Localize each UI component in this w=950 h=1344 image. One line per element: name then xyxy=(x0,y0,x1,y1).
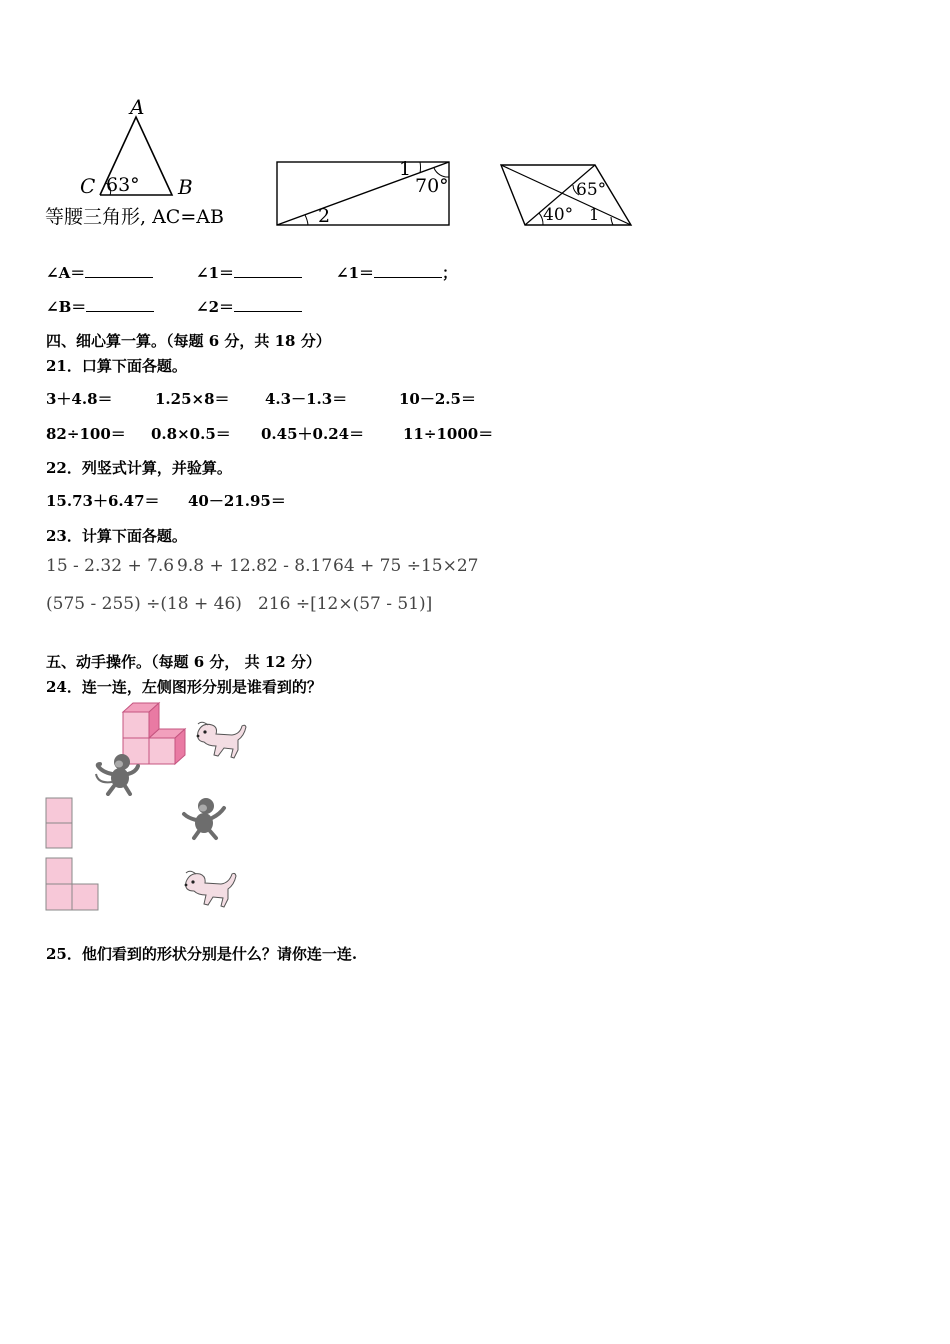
q23-expression: 216 ÷[12×(57 - 51)] xyxy=(258,594,433,614)
rect-angle-2-label: 2 xyxy=(318,205,331,227)
answer-angle-b xyxy=(46,296,154,317)
view-shape-vertical xyxy=(45,797,75,851)
q25-title: 25．他们看到的形状分别是什么？请你连一连. xyxy=(46,945,358,963)
answer-angle-1-rect xyxy=(196,262,302,283)
answer-angle-1-para-label: ∠1＝ xyxy=(336,264,375,282)
view-shape-l xyxy=(45,857,101,913)
dog-icon xyxy=(188,716,250,764)
answer-angle-1-para-blank[interactable] xyxy=(374,263,442,278)
answer-angle-b-label: ∠B＝ xyxy=(46,298,87,316)
q21-item: 0.8×0.5＝ xyxy=(151,425,231,443)
vertex-c-label: C xyxy=(80,174,96,198)
q21-item: 3＋4.8＝ xyxy=(46,390,113,408)
vertex-b-label: B xyxy=(178,175,193,199)
q21-item: 0.45＋0.24＝ xyxy=(261,425,365,443)
answer-angle-1-para xyxy=(336,262,457,283)
answer-angle-a xyxy=(46,262,153,283)
answer-row1-semicolon: ； xyxy=(442,264,458,282)
q21-item: 10－2.5＝ xyxy=(399,390,476,408)
q24-title: 24．连一连，左侧图形分别是谁看到的？ xyxy=(46,678,322,696)
monkey-icon xyxy=(92,752,142,796)
q22-title: 22．列竖式计算，并验算。 xyxy=(46,459,232,477)
rect-angle-70-label: 70° xyxy=(415,175,449,197)
answer-angle-b-blank[interactable] xyxy=(86,297,154,312)
q22-item: 15.73＋6.47＝ xyxy=(46,492,160,510)
answer-angle-1-rect-blank[interactable] xyxy=(234,263,302,278)
q21-item: 1.25×8＝ xyxy=(155,390,230,408)
monkey-icon xyxy=(180,796,230,842)
section-5-title: 五、动手操作。（每题 6 分， 共 12 分） xyxy=(46,653,321,671)
para-angle-40-label: 40° xyxy=(543,205,574,225)
q22-item: 40－21.95＝ xyxy=(188,492,286,510)
q21-item: 11÷1000＝ xyxy=(403,425,494,443)
section-4-title: 四、细心算一算。（每题 6 分，共 18 分） xyxy=(46,332,331,350)
q21-title: 21．口算下面各题。 xyxy=(46,357,187,375)
q21-item: 4.3－1.3＝ xyxy=(265,390,348,408)
answer-angle-2 xyxy=(196,296,302,317)
answer-angle-2-blank[interactable] xyxy=(234,297,302,312)
answer-angle-a-label: ∠A＝ xyxy=(46,264,86,282)
dog-icon xyxy=(180,864,242,912)
rect-angle-1-label: 1 xyxy=(399,158,412,180)
para-angle-65-label: 65° xyxy=(576,180,607,200)
q23-expression: 64 + 75 ÷15×27 xyxy=(333,556,479,576)
q23-expression: 15 - 2.32 + 7.6 xyxy=(46,556,175,576)
answer-angle-1-rect-label: ∠1＝ xyxy=(196,264,235,282)
q23-title: 23．计算下面各题。 xyxy=(46,527,187,545)
answer-angle-a-blank[interactable] xyxy=(85,263,153,278)
angle-c-value: 63° xyxy=(106,174,140,196)
vertex-a-label: A xyxy=(130,95,145,119)
para-angle-1-label: 1 xyxy=(589,205,600,224)
q21-item: 82÷100＝ xyxy=(46,425,126,443)
q23-expression: (575 - 255) ÷(18 + 46) xyxy=(46,594,242,614)
triangle-caption: 等腰三角形, AC=AB xyxy=(45,206,224,228)
answer-angle-2-label: ∠2＝ xyxy=(196,298,235,316)
q23-expression: 9.8 + 12.82 - 8.17 xyxy=(177,556,333,576)
